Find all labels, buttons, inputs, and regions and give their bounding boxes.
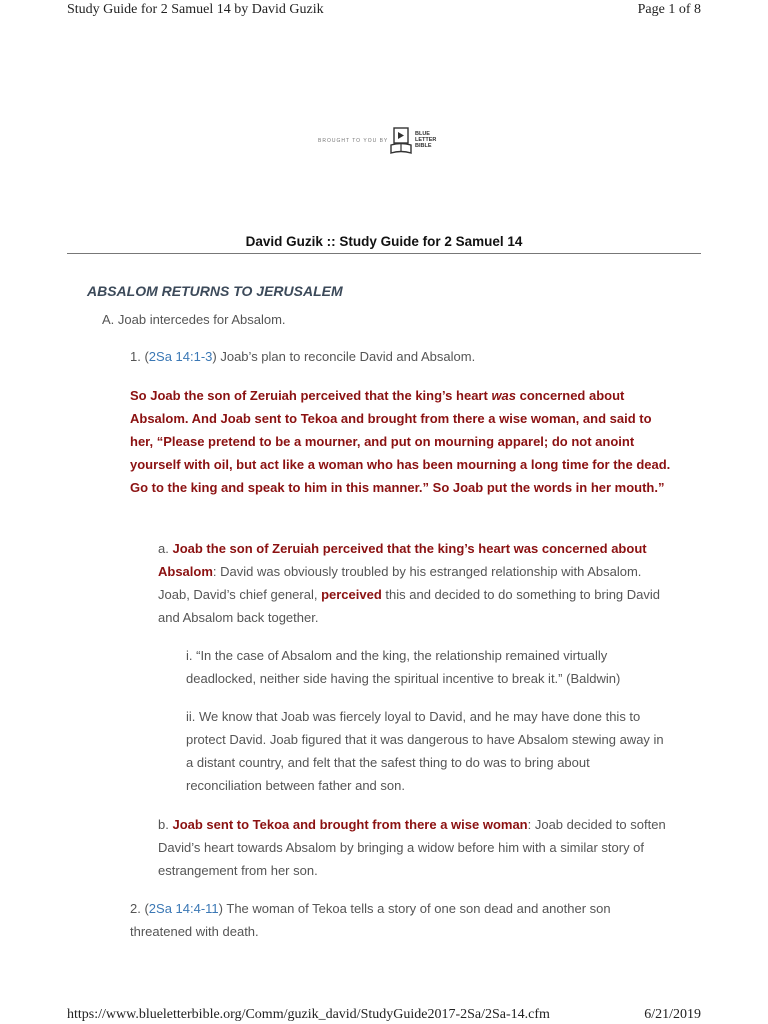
blue-letter-bible-logo[interactable] (318, 127, 458, 157)
title-divider (67, 253, 701, 254)
footer-url: https://www.blueletterbible.org/Comm/guzik_david/StudyGuide2017-2Sa/2Sa-14.cfm (67, 1007, 550, 1022)
brought-to-you-by-text: BROUGHT TO YOU BY (318, 138, 389, 144)
logo-wordmark: BLUE LETTER BIBLE (415, 131, 437, 149)
scripture-link-2sa-14-4-11[interactable]: 2Sa 14:4-11 (148, 901, 219, 916)
print-header (0, 0, 768, 20)
scripture-passage: So Joab the son of Zeruiah perceived that the king’s heart was concerned about Absalom. And Joab sent to Tekoa and brought from there a wise woman, and said to her, “Please pretend to be a mourner, and put on mourning apparel; do not anoint yourself with oil, but act like a woman who has been mourning a long time for the dead. Go to the king and speak to him in this manner.” So Joab put the words in her mouth.” (130, 388, 671, 495)
page-title: David Guzik :: Study Guide for 2 Samuel 14 (245, 234, 523, 249)
outline-point-1a-i: i. “In the case of Absalom and the king, the relationship remained virtually deadlocked, neither side having the spiritual incentive to break it.” (Baldwin) (186, 648, 621, 686)
outline-point-2: 2. (2Sa 14:4-11) The woman of Tekoa tells a story of one son dead and another son threatened with death. (130, 901, 611, 939)
outline-point-a: A. Joab intercedes for Absalom. (102, 312, 286, 327)
outline-point-1a-ii: ii. We know that Joab was fiercely loyal to David, and he may have done this to protect David. Joab figured that it was dangerous to have Absalom stewing away in a distant country, and felt that the safest thing to do was to bring about reconciliation between father and son. (186, 709, 664, 793)
print-footer (0, 1004, 768, 1024)
outline-point-1: 1. (2Sa 14:1-3) Joab’s plan to reconcile David and Absalom. (130, 349, 476, 364)
page-number: Page 1 of 8 (637, 2, 701, 17)
outline-point-1a: a. Joab the son of Zeruiah perceived that the king’s heart was concerned about Absalom: David was obviously troubled by his estranged relationship with Absalom. Joab, David’s chief general, perceived this and decided to do something to bring David and Absalom back together. (158, 541, 661, 625)
header-title: Study Guide for 2 Samuel 14 by David Guzik (67, 2, 324, 17)
book-logo-icon (389, 127, 413, 162)
scripture-link-2sa-14-1-3[interactable]: 2Sa 14:1-3 (148, 349, 213, 364)
footer-date: 6/21/2019 (644, 1007, 701, 1022)
section-heading: ABSALOM RETURNS TO JERUSALEM (87, 283, 343, 299)
outline-point-1b: b. Joab sent to Tekoa and brought from there a wise woman: Joab decided to soften David’s heart towards Absalom by bringing a widow before him with a similar story of estrangement from her son. (158, 817, 666, 878)
